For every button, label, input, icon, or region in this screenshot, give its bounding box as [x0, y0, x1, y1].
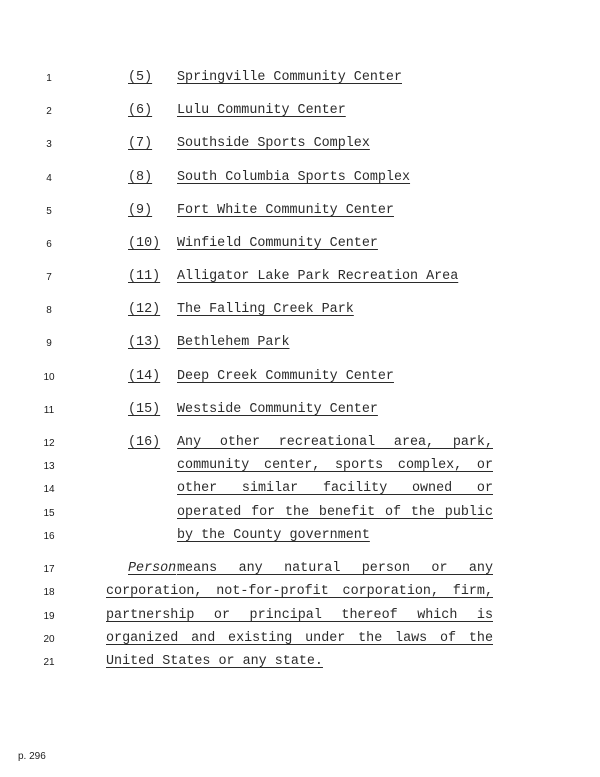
item-number: (16) — [128, 435, 161, 450]
line-number: 11 — [43, 405, 55, 416]
item-text: Springville Community Center — [177, 70, 402, 85]
line-number: 12 — [43, 438, 55, 449]
item-number: (6) — [128, 103, 153, 118]
item-text: Bethlehem Park — [177, 335, 290, 350]
line-number: 15 — [43, 508, 55, 519]
line-number: 5 — [46, 206, 52, 217]
line-number: 18 — [43, 587, 55, 598]
line-number: 20 — [43, 634, 55, 645]
line-number: 2 — [46, 106, 52, 117]
item-text-line: Any other recreational area, park, — [177, 435, 493, 450]
definition-line: United States or any state. — [106, 654, 323, 669]
line-number: 21 — [43, 657, 55, 668]
item-text-line: operated for the benefit of the public — [177, 505, 493, 520]
definition-line: corporation, not-for-profit corporation, firm, — [106, 584, 493, 599]
item-text: Alligator Lake Park Recreation Area — [177, 269, 459, 284]
defined-term: Person — [128, 561, 177, 576]
item-number: (7) — [128, 136, 153, 151]
definition-line: means any natural person or any — [177, 561, 493, 576]
line-number: 17 — [43, 564, 55, 575]
item-text: Westside Community Center — [177, 402, 378, 417]
item-number: (8) — [128, 170, 153, 185]
item-number: (11) — [128, 269, 161, 284]
line-number: 19 — [43, 611, 55, 622]
item-number: (5) — [128, 70, 153, 85]
line-number: 6 — [46, 239, 52, 250]
item-text: Deep Creek Community Center — [177, 369, 394, 384]
line-number: 8 — [46, 305, 52, 316]
line-number: 7 — [46, 272, 52, 283]
definition-line: organized and existing under the laws of the — [106, 631, 493, 646]
line-number: 10 — [43, 372, 55, 383]
item-text-line: by the County government — [177, 528, 370, 543]
item-number: (14) — [128, 369, 161, 384]
line-number: 13 — [43, 461, 55, 472]
item-number: (10) — [128, 236, 161, 251]
item-text: Winfield Community Center — [177, 236, 378, 251]
item-number: (15) — [128, 402, 161, 417]
line-number: 9 — [46, 338, 52, 349]
item-text-line: community center, sports complex, or — [177, 458, 493, 473]
line-number: 3 — [46, 139, 52, 150]
line-number: 4 — [46, 173, 52, 184]
item-text: South Columbia Sports Complex — [177, 170, 411, 185]
item-number: (13) — [128, 335, 161, 350]
line-number: 16 — [43, 531, 55, 542]
page-number: p. 296 — [18, 751, 46, 762]
definition-line: partnership or principal thereof which is — [106, 608, 493, 623]
item-number: (12) — [128, 302, 161, 317]
item-number: (9) — [128, 203, 153, 218]
item-text: Fort White Community Center — [177, 203, 394, 218]
item-text: The Falling Creek Park — [177, 302, 354, 317]
item-text: Lulu Community Center — [177, 103, 346, 118]
item-text-line: other similar facility owned or — [177, 481, 493, 496]
line-number: 14 — [43, 484, 55, 495]
line-number: 1 — [46, 73, 52, 84]
item-text: Southside Sports Complex — [177, 136, 370, 151]
